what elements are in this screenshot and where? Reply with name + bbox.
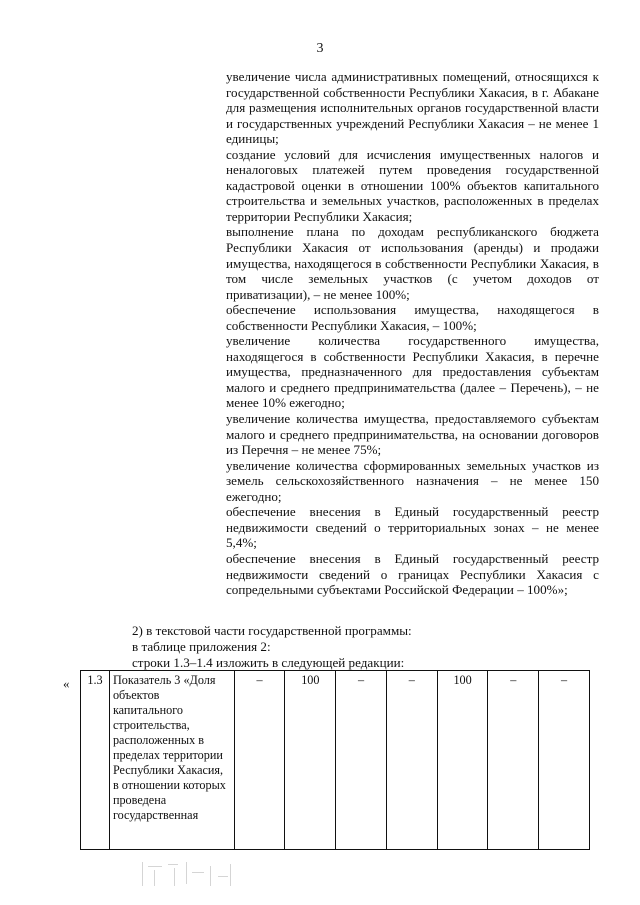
- list-item: обеспечение внесения в Единый государственный реестр недвижимости сведений о границах Республики Хакасия с сопредельными субъектами Российской Федерации – 100%»;: [226, 550, 599, 598]
- value-cell: –: [488, 671, 539, 850]
- page-number: 3: [316, 41, 324, 56]
- list-item: обеспечение внесения в Единый государственный реестр недвижимости сведений о территориальных зонах – не менее 5,4%;: [226, 504, 599, 551]
- value-cell: –: [386, 671, 437, 850]
- value-cell: –: [539, 671, 590, 850]
- section-heading: 2) в текстовой части государственной программы:: [132, 623, 412, 638]
- list-item: выполнение плана по доходам республиканского бюджета Республики Хакасия от использования (аренды) и продажи имущества, находящегося в собственности Республики Хакасия, в том числе земельных участков (с учетом доходов от приватизации), – не менее 100%;: [226, 224, 599, 302]
- row-number-cell: 1.3: [81, 671, 110, 850]
- list-item: увеличение количества имущества, предоставляемого субъектам малого и среднего предпринимательства, на основании договоров из Перечня – не менее 75%;: [226, 411, 599, 458]
- indicator-table: [80, 670, 590, 850]
- table-row: [81, 671, 590, 850]
- list-item: увеличение числа административных помещений, относящихся к государственной собственности Республики Хакасия, в г. Абакане для размещения исполнительных органов государственной власти и государственных учреждений Республики Хакасия – не менее 1 единицы;: [226, 69, 599, 147]
- list-item: увеличение количества сформированных земельных участков из земель сельскохозяйственного назначения – не менее 150 ежегодно;: [226, 457, 599, 504]
- opening-quote: «: [63, 676, 70, 691]
- section-table-ref: в таблице приложения 2:: [132, 639, 271, 654]
- goals-list: [226, 69, 599, 598]
- list-item: создание условий для исчисления имущественных налогов и неналоговых платежей путем проведения государственной кадастровой оценки в отношении 100% объектов капитального строительства и земельных участков, расположенных в пределах территории Республики Хакасия;: [226, 146, 599, 224]
- value-cell: 100: [285, 671, 336, 850]
- value-cell: –: [234, 671, 285, 850]
- value-cell: 100: [437, 671, 488, 850]
- list-item: обеспечение использования имущества, находящегося в собственности Республики Хакасия, – 100%;: [226, 302, 599, 333]
- section-instruction: строки 1.3–1.4 изложить в следующей редакции:: [132, 655, 405, 670]
- value-cell: –: [336, 671, 387, 850]
- faint-stamp-mark: [140, 858, 236, 892]
- indicator-cell: Показатель 3 «Доля объектов капитального строительства, расположенных в пределах территории Республики Хакасия, в отношении которых проведена государственная: [109, 671, 234, 850]
- list-item: увеличение количества государственного имущества, находящегося в собственности Республики Хакасия, в перечне имущества, предназначенного для предоставления субъектам малого и среднего предпринимательства (далее – Перечень), – не менее 10% ежегодно;: [226, 333, 599, 411]
